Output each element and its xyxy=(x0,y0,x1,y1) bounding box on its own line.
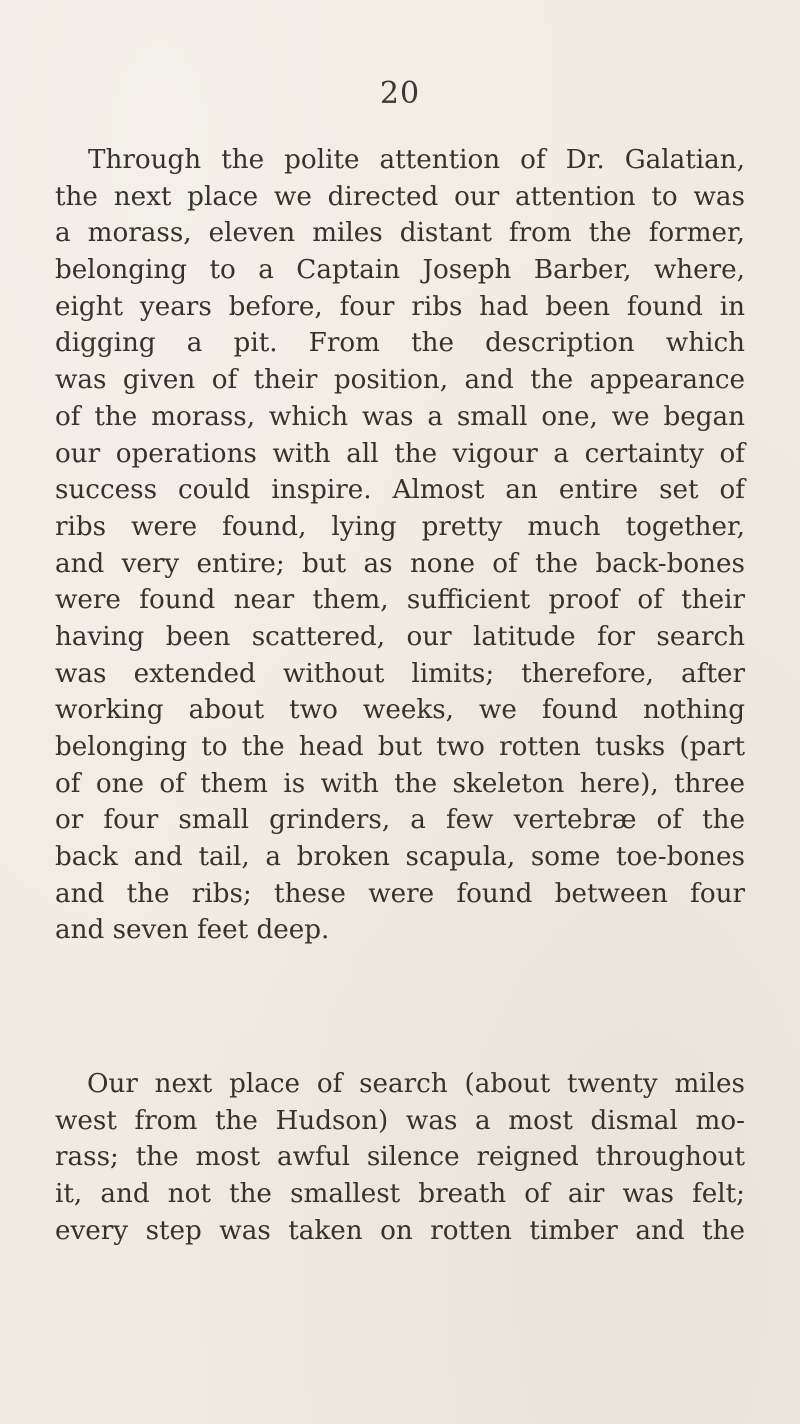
paragraph-2 xyxy=(55,1066,745,1249)
text-line: the next place we directed our attention to was xyxy=(55,181,745,212)
text-line: belonging to the head but two rotten tusks (part xyxy=(55,732,745,762)
text-line: Our next place of search (about twenty miles xyxy=(87,1069,745,1099)
text-line: success could inspire. Almost an entire set of xyxy=(55,475,745,506)
text-line: and seven feet deep. xyxy=(55,915,330,946)
text-line: digging a pit. From the description which xyxy=(55,328,745,359)
text-line: back and tail, a broken scapula, some toe-bones xyxy=(55,842,745,873)
text-line: our operations with all the vigour a certainty of xyxy=(55,438,745,469)
text-line: of one of them is with the skeleton here), three xyxy=(55,768,745,799)
text-line: Through the polite attention of Dr. Galatian, xyxy=(88,145,745,175)
text-line: rass; the most awful silence reigned throughout xyxy=(55,1142,745,1173)
page-number: 20 xyxy=(379,76,421,111)
text-line: having been scattered, our latitude for search xyxy=(55,621,745,652)
text-line: belonging to a Captain Joseph Barber, where, xyxy=(55,255,745,286)
text-line: ribs were found, lying pretty much together, xyxy=(55,511,745,542)
text-line: of the morass, which was a small one, we began xyxy=(55,401,745,432)
text-line: was extended without limits; therefore, after xyxy=(55,658,745,689)
text-line: were found near them, sufficient proof of their xyxy=(55,585,745,616)
text-line: working about two weeks, we found nothing xyxy=(55,695,745,726)
text-line: and the ribs; these were found between four xyxy=(55,878,745,909)
text-line: and very entire; but as none of the back-bones xyxy=(55,548,745,579)
text-line: every step was taken on rotten timber and the xyxy=(55,1215,745,1246)
text-line: a morass, eleven miles distant from the former, xyxy=(55,218,745,249)
text-line: west from the Hudson) was a most dismal mo- xyxy=(55,1105,745,1136)
paragraph-1 xyxy=(55,142,745,949)
text-line: eight years before, four ribs had been found in xyxy=(55,291,745,322)
text-line: it, and not the smallest breath of air was felt; xyxy=(55,1179,745,1210)
text-line: or four small grinders, a few vertebræ of the xyxy=(55,805,745,836)
text-line: was given of their position, and the appearance xyxy=(55,365,745,396)
